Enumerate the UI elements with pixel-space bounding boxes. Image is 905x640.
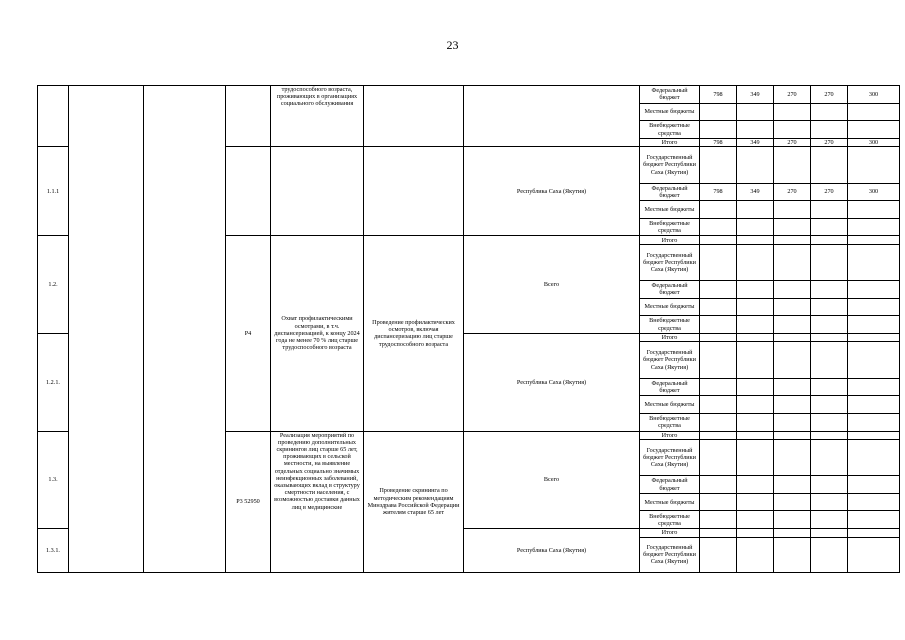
source-local-label: Местные бюджеты — [640, 493, 700, 511]
empty-column-cell — [144, 86, 226, 573]
code-cell: P3 52950 — [226, 431, 271, 572]
budget-table — [37, 85, 900, 573]
source-extra-label: Внебюджетные средства — [640, 218, 700, 236]
source-local-label: Местные бюджеты — [640, 201, 700, 219]
source-itogo-label: Итого — [640, 333, 700, 341]
value-cell: 300 — [848, 138, 900, 146]
value-cell: 798 — [700, 183, 737, 201]
value-cell: 349 — [737, 138, 774, 146]
source-federal-label: Федеральный бюджет — [640, 476, 700, 494]
empty-column-cell — [69, 86, 144, 573]
source-federal-label: Федеральный бюджет — [640, 86, 700, 104]
result-text-cell: трудоспособного возраста, проживающих в организациях социального обслуживания — [271, 86, 364, 147]
table-row — [38, 86, 900, 104]
value-cell: 798 — [700, 86, 737, 104]
page-number: 23 — [446, 38, 459, 52]
source-gos-label: Государственный бюджет Республики Саха (Якутия) — [640, 244, 700, 280]
source-gos-label: Государственный бюджет Республики Саха (Якутия) — [640, 537, 700, 572]
value-cell: 300 — [848, 183, 900, 201]
source-local-label: Местные бюджеты — [640, 103, 700, 121]
source-local-label: Местные бюджеты — [640, 298, 700, 316]
executor-cell: Республика Саха (Якутия) — [464, 529, 640, 573]
measure-text-cell: Проведение скрининга по методическим рекомендациям Минздрава Российской Федерации жителям старше 65 лет — [364, 431, 464, 572]
value-cell: 270 — [774, 183, 811, 201]
row-number-cell: 1.2.1. — [38, 333, 69, 431]
result-text-cell: Реализация мероприятий по проведению дополнительных скринингов лиц старше 65 лет, проживающих в сельской местности, на выявление отдельных социально значимых неинфекционных заболеваний, оказывающих вклад в структуру смертности населения, с возможностью доставки данных лиц в медицинские — [271, 431, 364, 572]
value-cell: 270 — [811, 138, 848, 146]
executor-cell — [464, 86, 640, 147]
source-itogo-label: Итого — [640, 529, 700, 537]
executor-cell: Республика Саха (Якутия) — [464, 333, 640, 431]
source-federal-label: Федеральный бюджет — [640, 281, 700, 299]
source-extra-label: Внебюджетные средства — [640, 511, 700, 529]
measure-text-cell — [364, 147, 464, 236]
executor-cell: Всего — [464, 431, 640, 529]
row-number-cell: 1.1.1 — [38, 147, 69, 236]
code-cell — [226, 147, 271, 236]
measure-text-cell — [364, 86, 464, 147]
source-federal-label: Федеральный бюджет — [640, 183, 700, 201]
result-text-cell: Охват профилактическими осмотрами, в т.ч. диспансеризацией, к концу 2024 года не менее 70 % лиц старше трудоспособного возраста — [271, 236, 364, 431]
row-number-cell — [38, 86, 69, 147]
source-gos-label: Государственный бюджет Республики Саха (Якутия) — [640, 440, 700, 476]
measure-text-cell: Проведение профилактических осмотров, включая диспансеризацию лиц старше трудоспособного возраста — [364, 236, 464, 431]
value-cell: 270 — [774, 86, 811, 104]
source-itogo-label: Итого — [640, 236, 700, 244]
row-number-cell: 1.2. — [38, 236, 69, 334]
executor-cell: Республика Саха (Якутия) — [464, 147, 640, 236]
source-itogo-label: Итого — [640, 138, 700, 146]
value-cell: 349 — [737, 183, 774, 201]
value-cell: 349 — [737, 86, 774, 104]
result-text-cell — [271, 147, 364, 236]
row-number-cell: 1.3.1. — [38, 529, 69, 573]
source-federal-label: Федеральный бюджет — [640, 378, 700, 396]
source-extra-label: Внебюджетные средства — [640, 121, 700, 139]
source-itogo-label: Итого — [640, 431, 700, 439]
value-cell: 270 — [811, 183, 848, 201]
source-gos-label: Государственный бюджет Республики Саха (Якутия) — [640, 342, 700, 378]
source-gos-label: Государственный бюджет Республики Саха (Якутия) — [640, 147, 700, 183]
source-extra-label: Внебюджетные средства — [640, 413, 700, 431]
row-number-cell: 1.3. — [38, 431, 69, 529]
value-cell: 270 — [811, 86, 848, 104]
source-extra-label: Внебюджетные средства — [640, 316, 700, 334]
executor-cell: Всего — [464, 236, 640, 334]
value-cell: 798 — [700, 138, 737, 146]
source-local-label: Местные бюджеты — [640, 396, 700, 414]
code-cell: P4 — [226, 236, 271, 431]
value-cell: 300 — [848, 86, 900, 104]
value-cell: 270 — [774, 138, 811, 146]
code-cell — [226, 86, 271, 147]
